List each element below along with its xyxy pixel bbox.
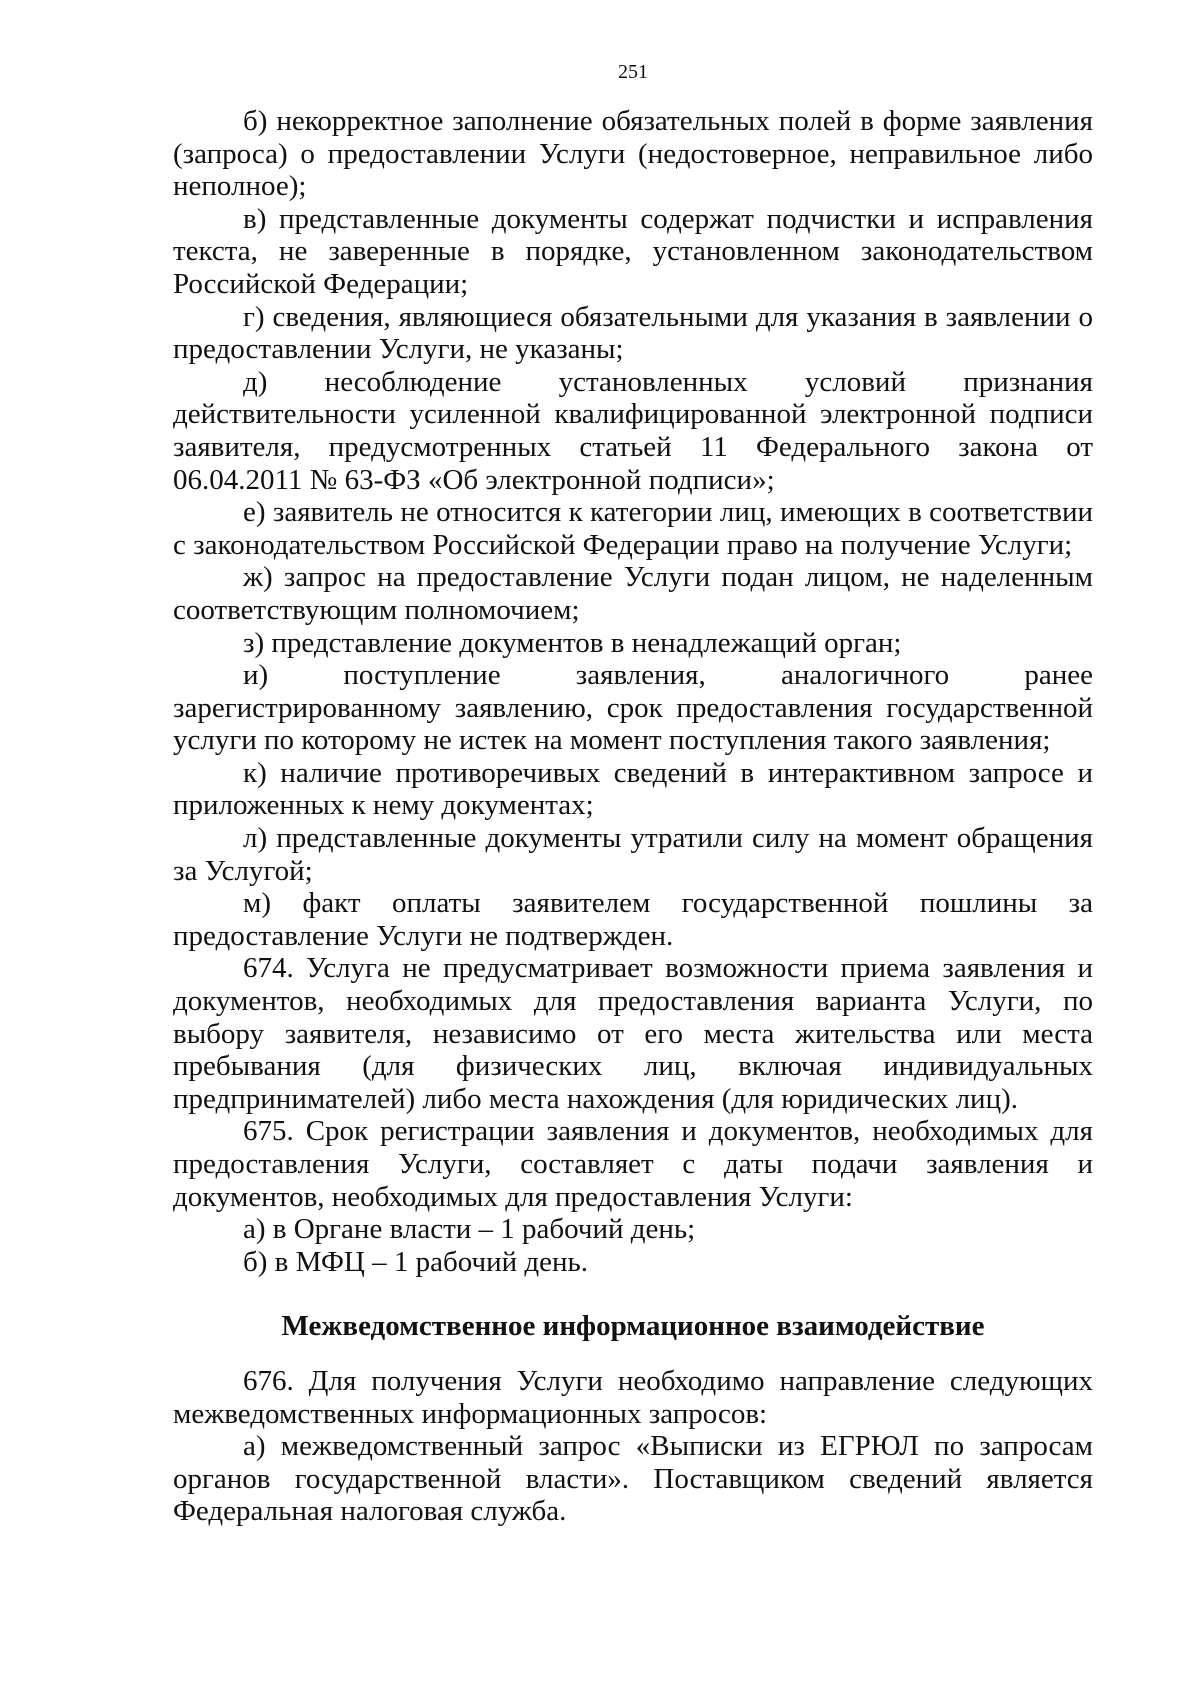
paragraph-item-z: з) представление документов в ненадлежащий орган; <box>243 626 902 659</box>
paragraph-676-item-a: а) межведомственный запрос «Выписки из ЕГРЮЛ по запросам органов государственной власти». Поставщиком сведений является Федеральная налоговая служба. <box>173 1430 1093 1528</box>
paragraph-item-i: и) поступление заявления, аналогичного ранее зарегистрированному заявлению, срок предоставления государственной услуги по которому не истек на момент поступления такого заявления; <box>173 659 1093 757</box>
paragraph-item-m: м) факт оплаты заявителем государственной пошлины за предоставление Услуги не подтвержден. <box>173 887 1093 952</box>
document-page <box>173 60 1093 1528</box>
paragraph-676: 676. Для получения Услуги необходимо направление следующих межведомственных информационных запросов: <box>173 1364 1093 1430</box>
paragraph-item-d: д) несоблюдение установленных условий признания действительности усиленной квалифицированной электронной подписи заявителя, предусмотренных статьей 11 Федерального закона от 06.04.2011 № 63-ФЗ «Об электронной подписи»; <box>173 365 1093 496</box>
page-number: 251 <box>618 61 648 83</box>
paragraph-item-v: в) представленные документы содержат подчистки и исправления текста, не заверенные в порядке, установленном законодательством Российской Федерации; <box>173 202 1093 300</box>
paragraph-675-item-b: б) в МФЦ – 1 рабочий день. <box>243 1245 588 1278</box>
paragraph-675-item-a: а) в Органе власти – 1 рабочий день; <box>243 1213 696 1246</box>
paragraph-item-e: е) заявитель не относится к категории лиц, имеющих в соответствии с законодательством Российской Федерации право на получение Услуги; <box>173 496 1093 561</box>
section-heading: Межведомственное информационное взаимодействие <box>281 1310 985 1343</box>
paragraph-item-l: л) представленные документы утратили силу на момент обращения за Услугой; <box>173 822 1093 887</box>
paragraph-item-zh: ж) запрос на предоставление Услуги подан лицом, не наделенным соответствующим полномочием; <box>173 561 1093 626</box>
paragraph-item-b: б) некорректное заполнение обязательных полей в форме заявления (запроса) о предоставлении Услуги (недостоверное, неправильное либо неполное); <box>173 105 1093 203</box>
paragraph-675: 675. Срок регистрации заявления и документов, необходимых для предоставления Услуги, составляет с даты подачи заявления и документов, необходимых для предоставления Услуги: <box>173 1115 1093 1213</box>
paragraph-item-k: к) наличие противоречивых сведений в интерактивном запросе и приложенных к нему документах; <box>173 756 1093 822</box>
paragraph-674: 674. Услуга не предусматривает возможности приема заявления и документов, необходимых для предоставления варианта Услуги, по выбору заявителя, независимо от его места жительства или места пребывания (для физических лиц, включая индивидуальных предпринимателей) либо места нахождения (для юридических лиц). <box>173 952 1093 1115</box>
paragraph-item-g: г) сведения, являющиеся обязательными для указания в заявлении о предоставлении Услуги, не указаны; <box>173 300 1093 366</box>
